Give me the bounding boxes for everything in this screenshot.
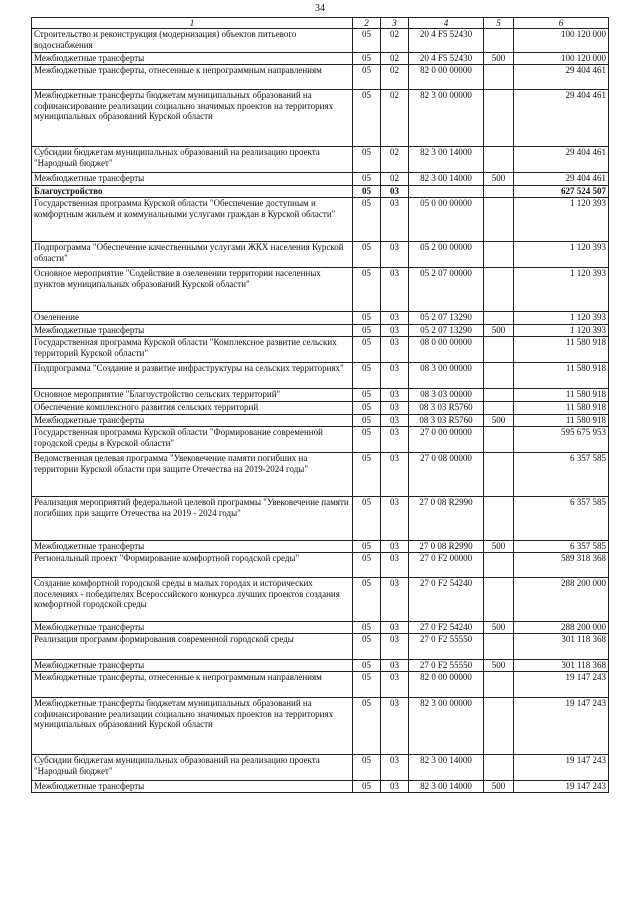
table-row: [32, 402, 609, 415]
expense-type-cell: [484, 453, 514, 497]
section-code-cell: 05: [353, 173, 381, 186]
section-code-cell: 05: [353, 578, 381, 622]
expense-type-cell: 500: [484, 325, 514, 337]
target-article-cell: 05 2 07 13290: [409, 312, 484, 325]
table-row: [32, 337, 609, 363]
table-row: [32, 312, 609, 325]
header-cell-2: 2: [353, 18, 381, 29]
table-row: [32, 553, 609, 578]
expense-type-cell: [484, 90, 514, 147]
row-name-cell: Межбюджетные трансферты: [32, 415, 353, 427]
subsection-code-cell: 02: [381, 147, 409, 173]
table-row: [32, 541, 609, 553]
expense-type-cell: [484, 268, 514, 312]
table-row: [32, 242, 609, 268]
table-row: [32, 781, 609, 793]
table-row: [32, 53, 609, 65]
subsection-code-cell: 03: [381, 427, 409, 453]
section-code-cell: 05: [353, 634, 381, 660]
section-code-cell: 05: [353, 781, 381, 793]
subsection-code-cell: 03: [381, 698, 409, 755]
table-row: [32, 65, 609, 90]
expense-type-cell: [484, 389, 514, 402]
amount-cell: 301 118 368: [514, 660, 609, 672]
target-article-cell: 05 0 00 00000: [409, 198, 484, 242]
amount-cell: 6 357 585: [514, 453, 609, 497]
table-row: [32, 672, 609, 698]
amount-cell: 11 580 918: [514, 389, 609, 402]
amount-cell: 288 200 000: [514, 622, 609, 634]
amount-cell: 11 580 918: [514, 337, 609, 363]
amount-cell: 29 404 461: [514, 90, 609, 147]
amount-cell: 100 120 000: [514, 29, 609, 53]
table-row: [32, 578, 609, 622]
target-article-cell: 08 3 03 R5760: [409, 415, 484, 427]
subsection-code-cell: 03: [381, 755, 409, 781]
amount-cell: 1 120 393: [514, 268, 609, 312]
expense-type-cell: 500: [484, 622, 514, 634]
target-article-cell: 82 3 00 00000: [409, 698, 484, 755]
amount-cell: 11 580 918: [514, 402, 609, 415]
section-code-cell: 05: [353, 53, 381, 65]
table-row: [32, 147, 609, 173]
expense-type-cell: 500: [484, 415, 514, 427]
subsection-code-cell: 02: [381, 29, 409, 53]
amount-cell: 100 120 000: [514, 53, 609, 65]
row-name-cell: Государственная программа Курской области "Формирование современной городской среды в Курской области": [32, 427, 353, 453]
table-row: [32, 268, 609, 312]
expense-type-cell: 500: [484, 660, 514, 672]
row-name-cell: Межбюджетные трансферты, отнесенные к непрограммным направлениям: [32, 672, 353, 698]
expense-type-cell: 500: [484, 53, 514, 65]
row-name-cell: Ведомственная целевая программа "Увековечение памяти погибших на территории Курской области при защите Отечества на 2019-2024 годы": [32, 453, 353, 497]
section-code-cell: 05: [353, 186, 381, 198]
subsection-code-cell: 03: [381, 453, 409, 497]
section-code-cell: 05: [353, 65, 381, 90]
amount-cell: 19 147 243: [514, 672, 609, 698]
target-article-cell: 27 0 F2 55550: [409, 634, 484, 660]
expense-type-cell: [484, 242, 514, 268]
amount-cell: 11 580 918: [514, 363, 609, 389]
amount-cell: 1 120 393: [514, 325, 609, 337]
table-row: [32, 186, 609, 198]
target-article-cell: 27 0 08 R2990: [409, 541, 484, 553]
subsection-code-cell: 03: [381, 497, 409, 541]
target-article-cell: 08 3 00 00000: [409, 363, 484, 389]
subsection-code-cell: 02: [381, 90, 409, 147]
subsection-code-cell: 03: [381, 660, 409, 672]
section-code-cell: 05: [353, 242, 381, 268]
section-code-cell: 05: [353, 660, 381, 672]
section-code-cell: 05: [353, 198, 381, 242]
subsection-code-cell: 03: [381, 198, 409, 242]
table-row: [32, 453, 609, 497]
table-row: [32, 755, 609, 781]
section-code-cell: 05: [353, 497, 381, 541]
row-name-cell: Межбюджетные трансферты: [32, 622, 353, 634]
section-code-cell: 05: [353, 755, 381, 781]
subsection-code-cell: 03: [381, 672, 409, 698]
row-name-cell: Субсидии бюджетам муниципальных образований на реализацию проекта "Народный бюджет": [32, 755, 353, 781]
table-row: [32, 415, 609, 427]
target-article-cell: 20 4 F5 52430: [409, 29, 484, 53]
table-row: [32, 389, 609, 402]
subsection-code-cell: 03: [381, 622, 409, 634]
section-code-cell: 05: [353, 622, 381, 634]
expense-type-cell: [484, 363, 514, 389]
table-row: [32, 198, 609, 242]
subsection-code-cell: 03: [381, 337, 409, 363]
header-row: [32, 18, 609, 29]
table-row: [32, 173, 609, 186]
amount-cell: 1 120 393: [514, 198, 609, 242]
table-row: [32, 325, 609, 337]
target-article-cell: 82 3 00 14000: [409, 173, 484, 186]
subsection-code-cell: 03: [381, 781, 409, 793]
subsection-code-cell: 03: [381, 634, 409, 660]
expense-type-cell: [484, 578, 514, 622]
subsection-code-cell: 03: [381, 242, 409, 268]
target-article-cell: 27 0 08 00000: [409, 453, 484, 497]
row-name-cell: Межбюджетные трансферты бюджетам муниципальных образований на софинансирование реализации социально значимых проектов на территориях муниципальных образований Курской области: [32, 698, 353, 755]
expense-type-cell: [484, 147, 514, 173]
target-article-cell: 27 0 F2 54240: [409, 578, 484, 622]
page-number: 34: [315, 3, 325, 14]
row-name-cell: Обеспечение комплексного развития сельских территорий: [32, 402, 353, 415]
expense-type-cell: [484, 497, 514, 541]
target-article-cell: 82 3 00 14000: [409, 147, 484, 173]
expense-type-cell: 500: [484, 541, 514, 553]
section-code-cell: 05: [353, 541, 381, 553]
row-name-cell: Межбюджетные трансферты: [32, 325, 353, 337]
amount-cell: 19 147 243: [514, 781, 609, 793]
target-article-cell: 20 4 F5 52430: [409, 53, 484, 65]
target-article-cell: 82 3 00 00000: [409, 90, 484, 147]
section-code-cell: 05: [353, 363, 381, 389]
amount-cell: 1 120 393: [514, 312, 609, 325]
target-article-cell: 08 3 03 00000: [409, 389, 484, 402]
expense-type-cell: [484, 672, 514, 698]
row-name-cell: Основное мероприятие "Содействие в озеленении территории населенных пунктов муниципальных образований Курской области": [32, 268, 353, 312]
expense-type-cell: [484, 698, 514, 755]
table-row: [32, 363, 609, 389]
header-cell-5: 5: [484, 18, 514, 29]
amount-cell: 19 147 243: [514, 755, 609, 781]
target-article-cell: 27 0 08 R2990: [409, 497, 484, 541]
target-article-cell: 05 2 00 00000: [409, 242, 484, 268]
row-name-cell: Благоустройство: [32, 186, 353, 198]
row-name-cell: Подпрограмма "Обеспечение качественными услугами ЖКХ населения Курской области": [32, 242, 353, 268]
section-code-cell: 05: [353, 672, 381, 698]
target-article-cell: 27 0 F2 54240: [409, 622, 484, 634]
section-code-cell: 05: [353, 389, 381, 402]
subsection-code-cell: 02: [381, 53, 409, 65]
amount-cell: 29 404 461: [514, 65, 609, 90]
expense-type-cell: [484, 402, 514, 415]
subsection-code-cell: 03: [381, 389, 409, 402]
subsection-code-cell: 02: [381, 173, 409, 186]
target-article-cell: [409, 186, 484, 198]
expense-type-cell: [484, 29, 514, 53]
row-name-cell: Межбюджетные трансферты: [32, 781, 353, 793]
subsection-code-cell: 03: [381, 541, 409, 553]
expense-type-cell: 500: [484, 781, 514, 793]
section-code-cell: 05: [353, 698, 381, 755]
target-article-cell: 08 0 00 00000: [409, 337, 484, 363]
amount-cell: 11 580 918: [514, 415, 609, 427]
row-name-cell: Межбюджетные трансферты: [32, 541, 353, 553]
section-code-cell: 05: [353, 415, 381, 427]
subsection-code-cell: 03: [381, 553, 409, 578]
target-article-cell: 82 0 00 00000: [409, 672, 484, 698]
section-code-cell: 05: [353, 312, 381, 325]
amount-cell: 589 318 368: [514, 553, 609, 578]
header-cell-4: 4: [409, 18, 484, 29]
amount-cell: 288 200 000: [514, 578, 609, 622]
section-code-cell: 05: [353, 427, 381, 453]
section-code-cell: 05: [353, 325, 381, 337]
target-article-cell: 82 3 00 14000: [409, 781, 484, 793]
expense-type-cell: [484, 65, 514, 90]
amount-cell: 301 118 368: [514, 634, 609, 660]
amount-cell: 1 120 393: [514, 242, 609, 268]
row-name-cell: Региональный проект "Формирование комфортной городской среды": [32, 553, 353, 578]
target-article-cell: 82 0 00 00000: [409, 65, 484, 90]
target-article-cell: 05 2 07 00000: [409, 268, 484, 312]
table-row: [32, 29, 609, 53]
table-row: [32, 622, 609, 634]
target-article-cell: 08 3 03 R5760: [409, 402, 484, 415]
section-code-cell: 05: [353, 453, 381, 497]
expense-type-cell: [484, 312, 514, 325]
header-cell-6: 6: [514, 18, 609, 29]
amount-cell: 29 404 461: [514, 147, 609, 173]
table-row: [32, 90, 609, 147]
amount-cell: 19 147 243: [514, 698, 609, 755]
subsection-code-cell: 03: [381, 402, 409, 415]
table-row: [32, 497, 609, 541]
table-row: [32, 634, 609, 660]
table-row: [32, 660, 609, 672]
row-name-cell: Межбюджетные трансферты: [32, 173, 353, 186]
target-article-cell: 27 0 F2 00000: [409, 553, 484, 578]
expense-type-cell: 500: [484, 173, 514, 186]
header-cell-1: 1: [32, 18, 353, 29]
header-cell-3: 3: [381, 18, 409, 29]
expense-type-cell: [484, 198, 514, 242]
target-article-cell: 27 0 F2 55550: [409, 660, 484, 672]
row-name-cell: Реализация программ формирования современной городской среды: [32, 634, 353, 660]
row-name-cell: Субсидии бюджетам муниципальных образований на реализацию проекта "Народный бюджет": [32, 147, 353, 173]
row-name-cell: Строительство и реконструкция (модернизация) объектов питьевого водоснабжения: [32, 29, 353, 53]
target-article-cell: 82 3 00 14000: [409, 755, 484, 781]
subsection-code-cell: 03: [381, 578, 409, 622]
row-name-cell: Реализация мероприятий федеральной целевой программы "Увековечение памяти погибших при защите Отечества на 2019 - 2024 годы": [32, 497, 353, 541]
row-name-cell: Межбюджетные трансферты: [32, 53, 353, 65]
amount-cell: 595 675 953: [514, 427, 609, 453]
row-name-cell: Подпрограмма "Создание и развитие инфраструктуры на сельских территориях": [32, 363, 353, 389]
amount-cell: 6 357 585: [514, 497, 609, 541]
subsection-code-cell: 03: [381, 268, 409, 312]
subsection-code-cell: 03: [381, 363, 409, 389]
section-code-cell: 05: [353, 402, 381, 415]
expense-type-cell: [484, 337, 514, 363]
expense-type-cell: [484, 755, 514, 781]
table-row: [32, 698, 609, 755]
row-name-cell: Озеленение: [32, 312, 353, 325]
section-code-cell: 05: [353, 147, 381, 173]
expense-type-cell: [484, 634, 514, 660]
row-name-cell: Создание комфортной городской среды в малых городах и исторических поселениях - победителях Всероссийского конкурса лучших проектов создания комфортной городской среды: [32, 578, 353, 622]
expense-type-cell: [484, 553, 514, 578]
row-name-cell: Межбюджетные трансферты, отнесенные к непрограммным направлениям: [32, 65, 353, 90]
table-row: [32, 427, 609, 453]
amount-cell: 29 404 461: [514, 173, 609, 186]
row-name-cell: Основное мероприятие "Благоустройство сельских территорий": [32, 389, 353, 402]
expense-type-cell: [484, 186, 514, 198]
row-name-cell: Межбюджетные трансферты бюджетам муниципальных образований на софинансирование реализации социально значимых проектов на территориях муниципальных образований Курской области: [32, 90, 353, 147]
row-name-cell: Межбюджетные трансферты: [32, 660, 353, 672]
amount-cell: 6 357 585: [514, 541, 609, 553]
section-code-cell: 05: [353, 337, 381, 363]
section-code-cell: 05: [353, 29, 381, 53]
row-name-cell: Государственная программа Курской области "Комплексное развитие сельских территорий Курской области": [32, 337, 353, 363]
subsection-code-cell: 03: [381, 415, 409, 427]
expense-type-cell: [484, 427, 514, 453]
target-article-cell: 27 0 00 00000: [409, 427, 484, 453]
subsection-code-cell: 02: [381, 65, 409, 90]
subsection-code-cell: 03: [381, 312, 409, 325]
amount-cell: 627 524 507: [514, 186, 609, 198]
subsection-code-cell: 03: [381, 325, 409, 337]
subsection-code-cell: 03: [381, 186, 409, 198]
budget-table: [31, 17, 609, 793]
section-code-cell: 05: [353, 553, 381, 578]
target-article-cell: 05 2 07 13290: [409, 325, 484, 337]
section-code-cell: 05: [353, 268, 381, 312]
section-code-cell: 05: [353, 90, 381, 147]
row-name-cell: Государственная программа Курской области "Обеспечение доступным и комфортным жильем и коммунальными услугами граждан в Курской области": [32, 198, 353, 242]
